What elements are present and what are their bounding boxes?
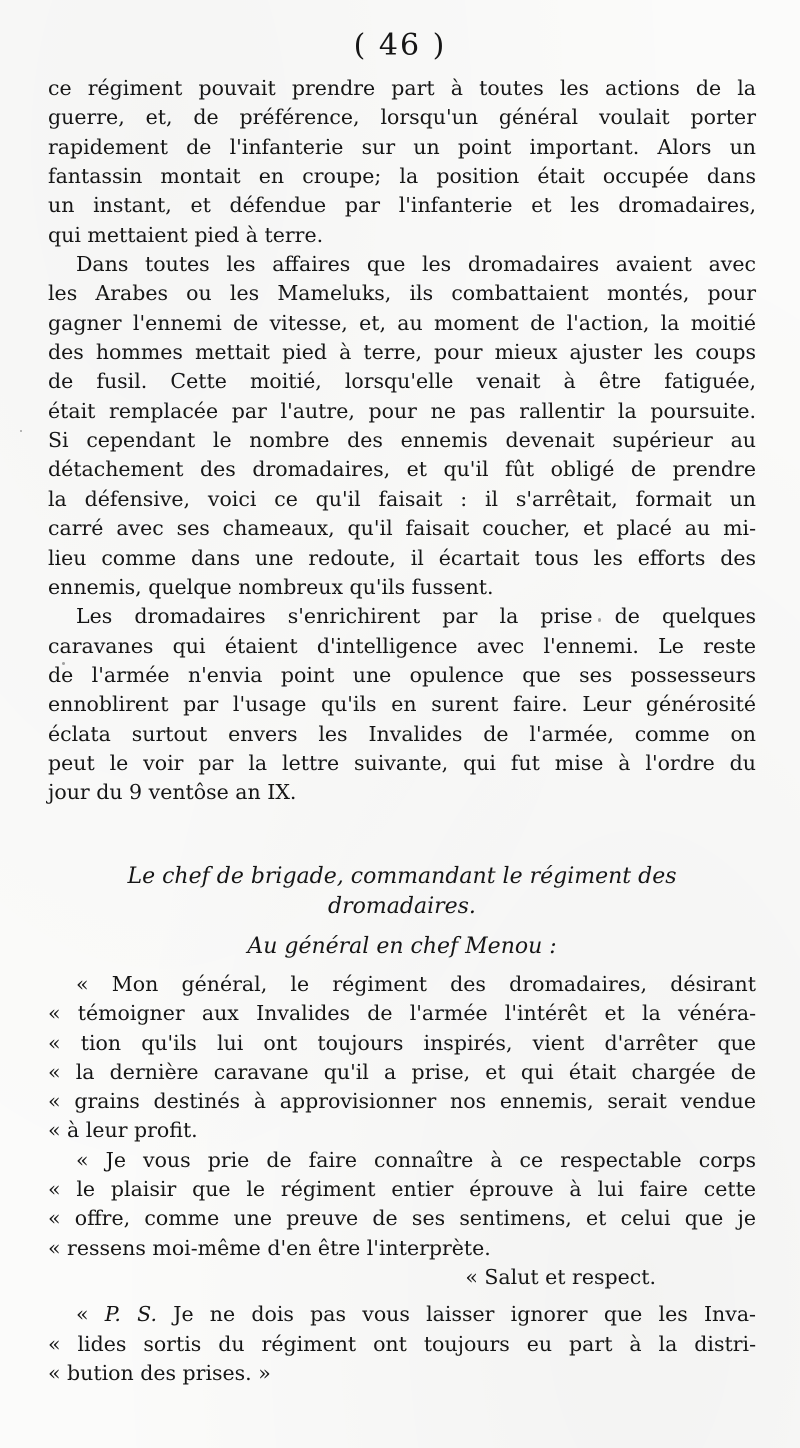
letter-line: « tion qu'ils lui ont toujours inspirés, vient d'arrêter que	[48, 1030, 756, 1055]
postscript-line: « lides sortis du régiment ont toujours eu part à la distri-	[48, 1331, 756, 1356]
ink-speck	[62, 662, 65, 665]
letter-heading-continued: dromadaires.	[328, 894, 476, 919]
text-line: de l'armée n'envia point une opulence que ses possesseurs	[48, 662, 756, 687]
ink-speck	[598, 618, 601, 622]
letter-line: « offre, comme une preuve de ses sentimens, et celui que je	[48, 1206, 756, 1231]
text-line: un instant, et défendue par l'infanterie et les dromadaires,	[48, 193, 756, 218]
text-line: lieu comme dans une redoute, il écartait tous les efforts des	[48, 545, 756, 570]
text-line: rapidement de l'infanterie sur un point important. Alors un	[48, 134, 756, 159]
text-line: était remplacée par l'autre, pour ne pas rallentir la poursuite.	[48, 398, 756, 423]
letter-line: « le plaisir que le régiment entier éprouve à lui faire cette	[48, 1177, 756, 1202]
postscript-label: P. S.	[104, 1302, 157, 1327]
text-line: détachement des dromadaires, et qu'il fût obligé de prendre	[48, 457, 756, 482]
text-line: ennoblirent par l'usage qu'ils en surent faire. Leur générosité	[48, 692, 756, 717]
text-line: fantassin montait en croupe; la position était occupée dans	[48, 164, 756, 189]
letter-heading: Le chef de brigade, commandant le régiment des	[127, 864, 677, 889]
text-line: de fusil. Cette moitié, lorsqu'elle venait à être fatiguée,	[48, 369, 756, 394]
postscript-line	[48, 1300, 756, 1329]
letter-body	[48, 970, 756, 1388]
text-line: Les dromadaires s'enrichirent par la prise de quelques	[76, 604, 756, 629]
letter-line: « ressens moi-même d'en être l'interprète.	[48, 1235, 491, 1260]
text-line: la défensive, voici ce qu'il faisait : il s'arrêtait, formait un	[48, 486, 756, 511]
letter-line: « Je vous prie de faire connaître à ce respectable corps	[76, 1147, 756, 1172]
text-line: caravanes qui étaient d'intelligence avec l'ennemi. Le reste	[48, 633, 756, 658]
letter-closing: « Salut et respect.	[465, 1264, 656, 1289]
postscript-line: « bution des prises. »	[48, 1360, 271, 1385]
text-line: les Arabes ou les Mameluks, ils combattaient montés, pour	[48, 281, 756, 306]
page-number: ( 46 )	[353, 28, 447, 63]
text-line: éclata surtout envers les Invalides de l'armée, comme on	[48, 721, 756, 746]
text-line: qui mettaient pied à terre.	[48, 222, 324, 247]
letter-line: « témoigner aux Invalides de l'armée l'intérêt et la vénéra-	[48, 1001, 756, 1026]
text-line: Si cependant le nombre des ennemis devenait supérieur au	[48, 428, 756, 453]
postscript-text: Je ne dois pas vous laisser ignorer que les Inva-	[157, 1302, 756, 1327]
text-line: carré avec ses chameaux, qu'il faisait coucher, et placé au mi-	[48, 516, 756, 541]
postscript-open-quote: «	[76, 1302, 105, 1327]
text-line: peut le voir par la lettre suivante, qui fut mise à l'ordre du	[48, 750, 756, 775]
main-text	[48, 74, 756, 808]
text-line: ce régiment pouvait prendre part à toutes les actions de la	[48, 76, 756, 100]
text-line: ennemis, quelque nombreux qu'ils fussent.	[48, 574, 494, 599]
text-line: gagner l'ennemi de vitesse, et, au moment de l'action, la moitié	[48, 310, 756, 335]
text-line: Dans toutes les affaires que les dromadaires avaient avec	[76, 252, 756, 277]
letter-addressee: Au général en chef Menou :	[247, 934, 557, 959]
text-line: guerre, et, de préférence, lorsqu'un général voulait porter	[48, 105, 756, 130]
text-line: jour du 9 ventôse an IX.	[48, 780, 297, 805]
letter-line: « grains destinés à approvisionner nos ennemis, serait vendue	[48, 1089, 756, 1114]
letter-line: « la dernière caravane qu'il a prise, et qui était chargée de	[48, 1059, 756, 1084]
ink-speck	[20, 430, 22, 432]
letter-line: « à leur profit.	[48, 1118, 198, 1143]
text-line: des hommes mettait pied à terre, pour mieux ajuster les coups	[48, 340, 756, 365]
letter-line: « Mon général, le régiment des dromadaires, désirant	[76, 972, 756, 996]
